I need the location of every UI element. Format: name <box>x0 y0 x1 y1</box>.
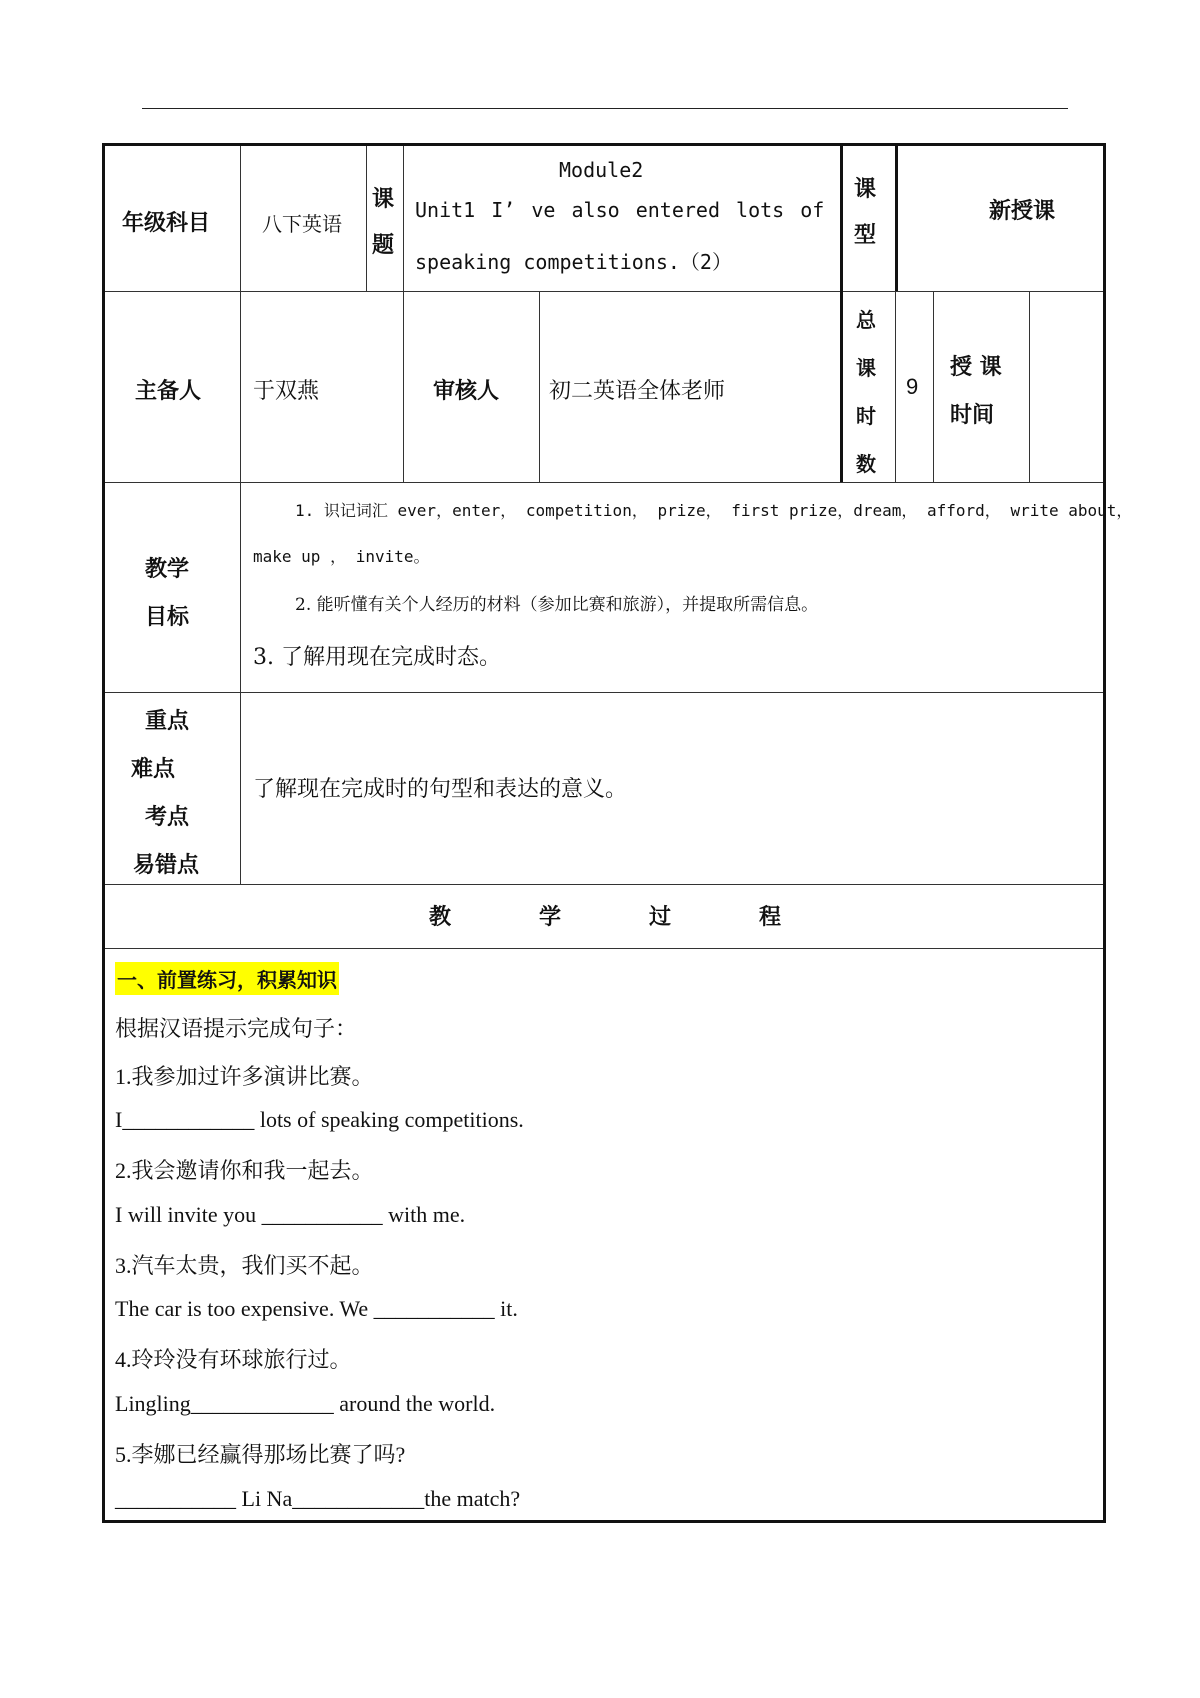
exercise-line: 1.我参加过许多演讲比赛。 <box>115 1064 374 1089</box>
process-heading-char: 教 <box>429 905 452 930</box>
total-hours-char: 总 <box>856 308 876 332</box>
exercise-line: 3.汽车太贵，我们买不起。 <box>115 1253 374 1278</box>
grade-subject-value: 八下英语 <box>262 212 342 236</box>
grade-subject-label: 年级科目 <box>122 211 211 236</box>
col-divider <box>403 146 404 291</box>
goal-item-2: 2. 能听懂有关个人经历的材料（参加比赛和旅游），并提取所需信息。 <box>295 595 819 615</box>
row-divider <box>105 291 1103 292</box>
type-label-top: 课 <box>854 177 877 202</box>
exercise-line: The car is too expensive. We ___________ it. <box>115 1296 518 1321</box>
exercise-line: I____________ lots of speaking competitions. <box>115 1107 524 1132</box>
keypoint-content: 了解现在完成时的句型和表达的意义。 <box>253 777 628 802</box>
exercise-line: 5.李娜已经赢得那场比赛了吗? <box>115 1442 406 1467</box>
total-hours-char: 数 <box>856 452 876 476</box>
col-divider <box>895 291 896 482</box>
total-hours-char: 时 <box>856 404 876 428</box>
topic-module: Module2 <box>559 158 644 182</box>
lesson-type-value: 新授课 <box>989 199 1056 224</box>
reviewer-value: 初二英语全体老师 <box>549 379 726 404</box>
row-divider <box>105 482 1103 483</box>
exercise-line: 2.我会邀请你和我一起去。 <box>115 1158 374 1183</box>
exercise-line: 4.玲玲没有环球旅行过。 <box>115 1347 352 1372</box>
process-heading-char: 学 <box>539 905 562 930</box>
section-title: 一、前置练习，积累知识 <box>115 962 339 995</box>
instruction-text: 根据汉语提示完成句子： <box>115 1016 358 1041</box>
col-divider <box>240 291 241 884</box>
goals-label-bottom: 目标 <box>145 605 190 630</box>
topic-unit: Unit1 I’ ve also entered lots of <box>415 198 825 222</box>
goal-item-1: 1. 识记词汇 ever，enter， competition， prize， first prize，dream， afford， write about， <box>295 501 1133 520</box>
topic-label-top: 课 <box>372 187 395 212</box>
preparer-label: 主备人 <box>135 379 202 404</box>
total-hours-char: 课 <box>856 356 876 380</box>
row-divider <box>105 948 1103 949</box>
keypoint-label: 重点 <box>145 709 190 734</box>
row-divider <box>105 692 1103 693</box>
topic-label-bottom: 题 <box>372 233 395 258</box>
teaching-time-label-bottom: 时间 <box>950 403 995 428</box>
col-divider <box>840 146 843 482</box>
type-label-bottom: 型 <box>854 223 877 248</box>
goals-label-top: 教学 <box>145 557 190 582</box>
process-heading-char: 过 <box>649 905 672 930</box>
exercise-line: Lingling_____________ around the world. <box>115 1391 496 1416</box>
teaching-time-label-top: 授 课 <box>950 355 1002 380</box>
col-divider <box>240 146 241 291</box>
col-divider <box>366 146 367 291</box>
topic-unit-cont: speaking competitions.（2） <box>415 250 732 274</box>
goal-item-3: 3. 了解用现在完成时态。 <box>253 645 501 670</box>
process-heading-char: 程 <box>759 905 782 930</box>
exercise-line: I will invite you ___________ with me. <box>115 1202 466 1227</box>
error-prone-label: 易错点 <box>133 853 200 878</box>
total-hours-value: 9 <box>906 374 919 399</box>
difficulty-label: 难点 <box>131 757 176 782</box>
header-rule <box>142 108 1068 109</box>
row-divider <box>105 884 1103 885</box>
col-divider <box>933 291 934 482</box>
exercise-line: ___________ Li Na____________the match? <box>115 1486 521 1511</box>
col-divider <box>403 291 404 482</box>
col-divider <box>539 291 540 482</box>
col-divider <box>895 146 898 291</box>
exam-point-label: 考点 <box>145 805 190 830</box>
lesson-plan-table <box>102 143 1133 1523</box>
col-divider <box>1029 291 1030 482</box>
reviewer-label: 审核人 <box>433 379 500 404</box>
goal-item-1-cont: make up ， invite。 <box>253 547 430 566</box>
preparer-value: 于双燕 <box>253 379 320 404</box>
